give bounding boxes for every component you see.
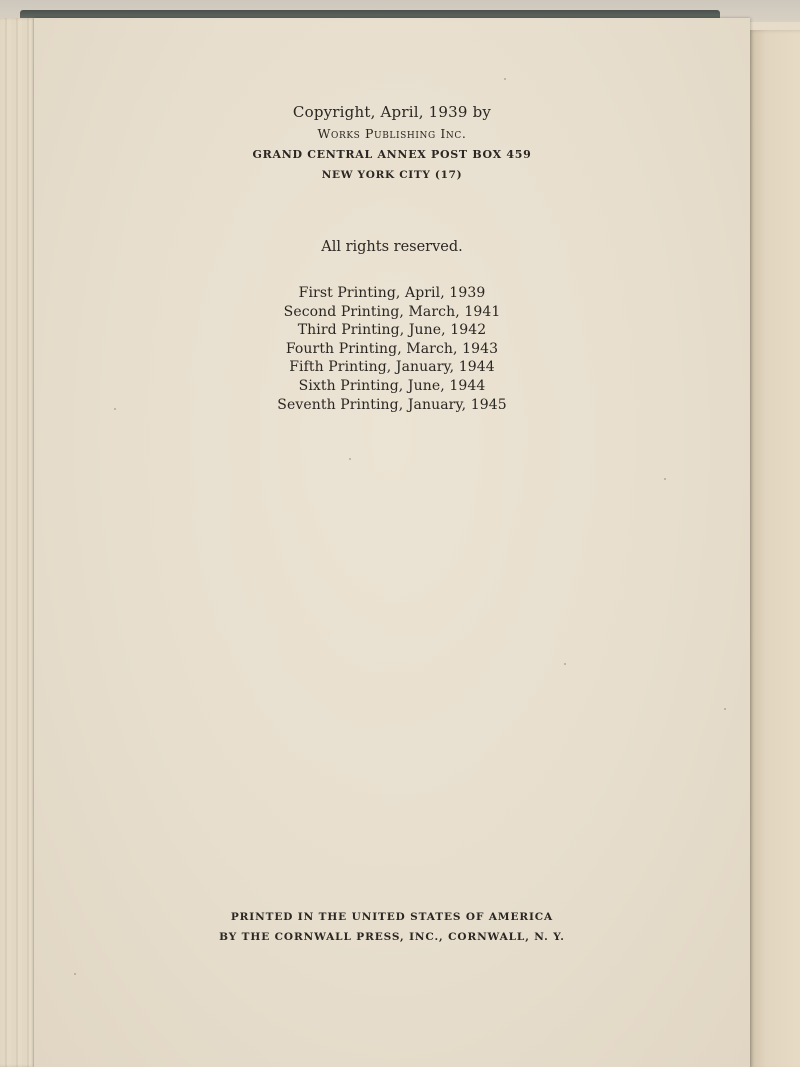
printing-entry: Fourth Printing, March, 1943 [285, 340, 499, 357]
copyright-line: Copyright, April, 1939 by [292, 103, 492, 121]
paper-speck [504, 78, 506, 80]
printer-line: BY THE CORNWALL PRESS, INC., CORNWALL, N. Y. [219, 931, 565, 943]
printing-entry: Fifth Printing, January, 1944 [289, 359, 495, 376]
copyright-notice [34, 102, 750, 186]
printing-entry: Seventh Printing, January, 1945 [277, 396, 507, 413]
rights-statement: All rights reserved. [321, 239, 463, 255]
printing-entry: Second Printing, March, 1941 [283, 303, 501, 320]
printing-history [34, 284, 750, 414]
copyright-page [34, 18, 750, 1067]
printing-entry: Sixth Printing, June, 1944 [298, 377, 486, 394]
paper-speck [74, 973, 76, 975]
paper-speck [349, 458, 351, 460]
facing-page-edge [748, 30, 800, 1067]
publisher-name: Works Publishing Inc. [317, 126, 467, 141]
publisher-address: GRAND CENTRAL ANNEX POST BOX 459 [252, 148, 532, 161]
printing-entry: Third Printing, June, 1942 [297, 322, 487, 339]
paper-speck [114, 408, 116, 410]
paper-speck [564, 663, 566, 665]
printer-imprint [34, 907, 750, 947]
printing-entry: First Printing, April, 1939 [298, 285, 486, 301]
printer-line: PRINTED IN THE UNITED STATES OF AMERICA [230, 911, 554, 923]
paper-speck [664, 478, 666, 480]
publisher-city: NEW YORK CITY (17) [321, 169, 463, 181]
page-edges-left [0, 18, 36, 1067]
paper-speck [724, 708, 726, 710]
